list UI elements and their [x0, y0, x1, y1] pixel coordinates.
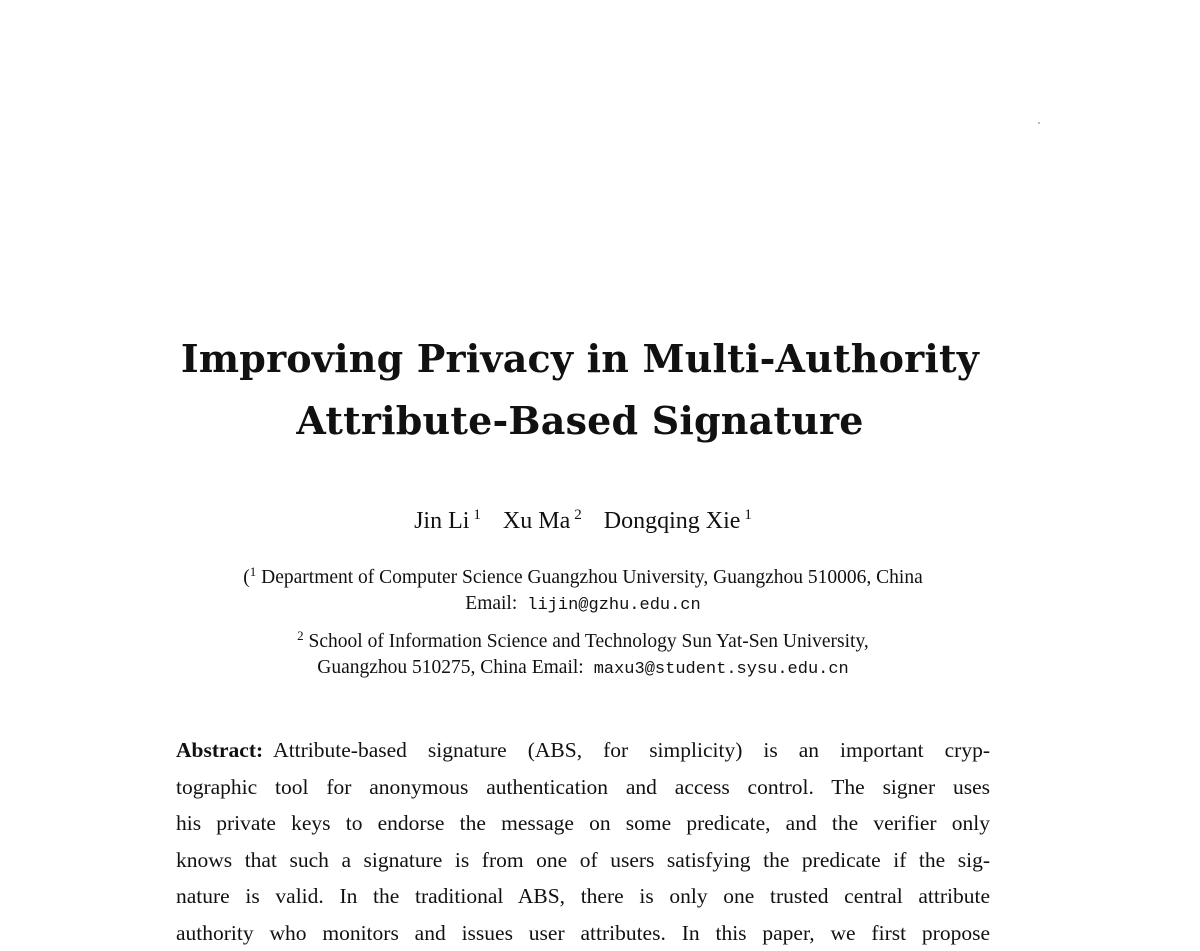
author-name: Dongqing Xie — [604, 508, 741, 534]
affiliation-line-4 — [0, 652, 1166, 686]
author-name: Xu Ma — [503, 508, 570, 534]
email-label: Email: — [465, 593, 517, 614]
abstract-line-text: Attribute-based signature (ABS, for simplicity) is an important cryp- — [273, 738, 990, 762]
affil-mark: 2 — [297, 628, 304, 643]
affil-mark: 1 — [250, 564, 257, 579]
affil-paren: ( — [243, 567, 250, 588]
affiliation-text: Department of Computer Science Guangzhou University, Guangzhou 510006, China — [256, 567, 922, 588]
paper-title — [0, 328, 1160, 452]
affiliation-text: Guangzhou 510275, China Email: — [317, 657, 583, 678]
abstract-line-2: tographic tool for anonymous authentication and access control. The signer uses — [176, 769, 990, 806]
abstract — [176, 732, 990, 951]
abstract-line-6: authority who monitors and issues user attributes. In this paper, we first propose — [176, 915, 990, 951]
scan-speck — [1038, 122, 1040, 124]
affiliation-line-2 — [0, 588, 1166, 622]
author-1 — [414, 508, 481, 534]
abstract-line-5: nature is valid. In the traditional ABS, there is only one trusted central attribute — [176, 878, 990, 915]
abstract-label: Abstract: — [176, 738, 263, 762]
author-affil-mark: 2 — [574, 507, 582, 523]
abstract-line-1 — [176, 732, 990, 769]
email-address: maxu3@student.sysu.edu.cn — [594, 660, 849, 679]
email-address: lijin@gzhu.edu.cn — [527, 596, 700, 615]
affiliation-text: School of Information Science and Technology Sun Yat-Sen University, — [304, 631, 869, 652]
author-list — [0, 500, 1166, 536]
author-affil-mark: 1 — [744, 507, 752, 523]
author-name: Jin Li — [414, 508, 469, 534]
title-line-2: Attribute-Based Signature — [0, 390, 1160, 452]
author-3 — [604, 508, 752, 534]
author-affil-mark: 1 — [473, 507, 481, 523]
abstract-line-4: knows that such a signature is from one of users satisfying the predicate if the sig- — [176, 842, 990, 879]
title-line-1: Improving Privacy in Multi-Authority — [0, 328, 1160, 390]
abstract-line-3: his private keys to endorse the message on some predicate, and the verifier only — [176, 805, 990, 842]
author-2 — [503, 508, 582, 534]
